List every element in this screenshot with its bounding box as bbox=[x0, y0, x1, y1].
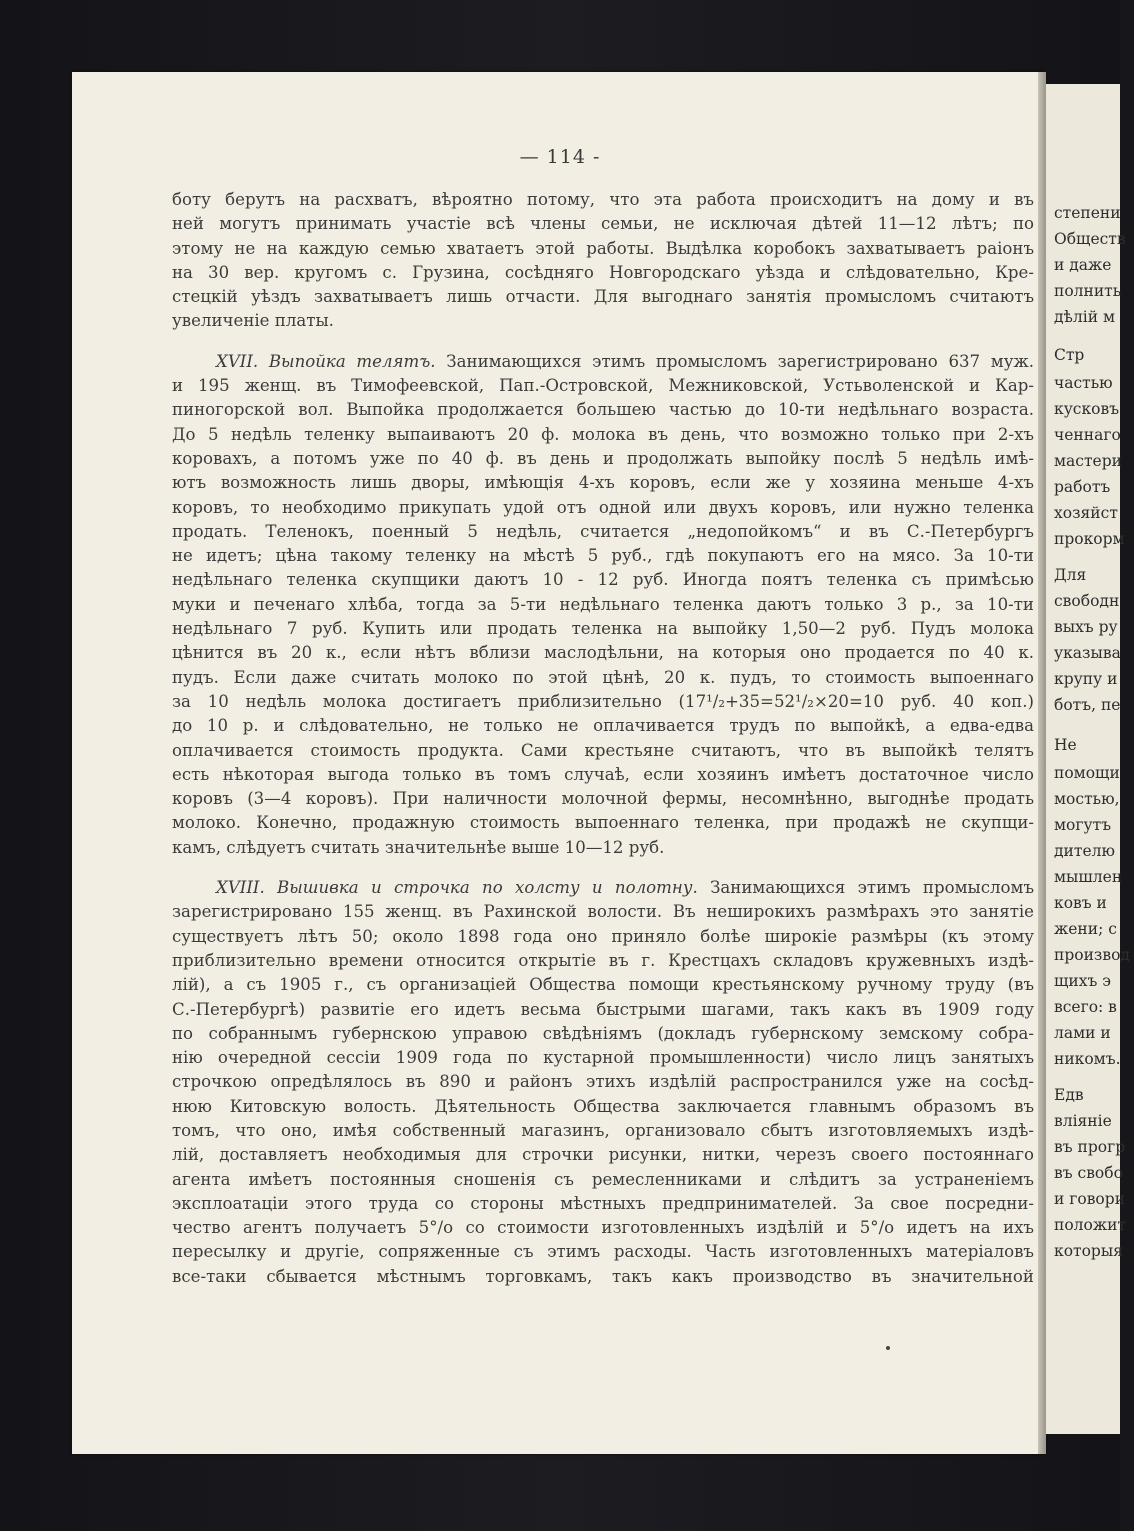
text-line: оплачивается стоимость продукта. Сами крестьяне считаютъ, что въ выпойкѣ телятъ bbox=[172, 740, 1034, 760]
text-line: ютъ возможность лишь дворы, имѣющія 4-хъ коровъ, если же у хозяина меньше 4-хъ bbox=[172, 473, 1034, 493]
page-fold-edge bbox=[1038, 72, 1046, 1454]
facing-page-line: свободн bbox=[1054, 592, 1120, 610]
facing-page-line: Для bbox=[1054, 566, 1087, 584]
text-line: на 30 вер. кругомъ с. Грузина, сосѣдняго Новгородскаго уѣзда и слѣдовательно, Кре- bbox=[172, 262, 1034, 282]
facing-page bbox=[1046, 84, 1130, 1434]
facing-page-line: работъ bbox=[1054, 478, 1111, 496]
text-line: существуетъ лѣтъ 50; около 1898 года оно приняло болѣе широкіе размѣры (къ этому bbox=[172, 926, 1034, 946]
facing-page-line: дителю bbox=[1054, 842, 1115, 860]
facing-page-line: и говори bbox=[1054, 1190, 1126, 1208]
text-line: лій), а съ 1905 г., съ организаціей Общества помощи крестьянскому ручному труду (въ bbox=[172, 975, 1034, 995]
text-line: строчкою опредѣлялось въ 890 и районъ этихъ издѣлій распространился уже на сосѣд- bbox=[172, 1072, 1034, 1092]
facing-page-line: положит bbox=[1054, 1216, 1127, 1234]
text-line: недѣльнаго 7 руб. Купить или продать теленка на выпойку 1,50—2 руб. Пудъ молока bbox=[172, 619, 1034, 639]
facing-page-line: частью bbox=[1054, 374, 1113, 392]
facing-page-line: щихъ э bbox=[1054, 972, 1111, 990]
facing-page-line: полнить bbox=[1054, 282, 1122, 300]
facing-page-line: мышлен bbox=[1054, 868, 1123, 886]
text-line: Занимающихся этимъ промысломъ bbox=[710, 878, 1034, 898]
paragraph-box-making bbox=[172, 188, 1034, 334]
text-line: цѣнится въ 20 к., если нѣтъ вблизи маслодѣльни, на которыя оно продается по 40 к. bbox=[172, 643, 1034, 663]
facing-page-line: дѣлій м bbox=[1054, 308, 1116, 326]
facing-page-line: ченнаго bbox=[1054, 426, 1121, 444]
text-line: коровъ, то необходимо прикупать удой отъ одной или двухъ коровъ, или нужно теленка bbox=[172, 497, 1034, 517]
text-line: продать. Теленокъ, поенный 5 недѣль, считается „недопойкомъ“ и въ С.-Петербургъ bbox=[172, 521, 1034, 541]
section-embroidery bbox=[172, 876, 1034, 1289]
facing-page-line: ковъ и bbox=[1054, 894, 1107, 912]
text-line: чество агентъ получаетъ 5°/о со стоимости изготовленныхъ издѣлій и 5°/о идетъ на ихъ bbox=[172, 1218, 1034, 1238]
facing-page-line: указыва bbox=[1054, 644, 1121, 662]
text-line: за 10 недѣль молока достигаетъ приблизительно (17¹/₂+35=52¹/₂×20=10 руб. 40 коп.) bbox=[172, 691, 1034, 711]
text-line: увеличеніе платы. bbox=[172, 311, 334, 331]
text-line: зарегистрировано 155 женщ. въ Рахинской волости. Въ неширокихъ размѣрахъ это занятіе bbox=[172, 902, 1034, 922]
facing-page-line: всего: в bbox=[1054, 998, 1117, 1016]
page-body bbox=[172, 188, 1034, 1289]
text-line: пиногорской вол. Выпойка продолжается большею частью до 10-ти недѣльнаго возраста. bbox=[172, 400, 1034, 420]
facing-page-line: въ прогр bbox=[1054, 1138, 1126, 1156]
facing-page-line: степени bbox=[1054, 204, 1121, 222]
facing-page-line: кусковъ bbox=[1054, 400, 1120, 418]
section-heading: XVII. Выпойка телятъ. bbox=[216, 351, 436, 371]
text-line: и 195 женщ. въ Тимофеевской, Пап.-Островской, Межниковской, Устьволенской и Кар- bbox=[172, 376, 1034, 396]
text-line: молоко. Конечно, продажную стоимость выпоеннаго теленка, при продажѣ не скупщи- bbox=[172, 813, 1034, 833]
facing-page-line: прокорм bbox=[1054, 530, 1125, 548]
facing-page-line: Обществ bbox=[1054, 230, 1126, 248]
facing-page-line: хозяйст bbox=[1054, 504, 1118, 522]
facing-page-line: лами и bbox=[1054, 1024, 1111, 1042]
text-line: этому не на каждую семью хватаетъ этой работы. Выдѣлка коробокъ захватываетъ раіонъ bbox=[172, 238, 1034, 258]
facing-page-line: Едв bbox=[1054, 1086, 1084, 1104]
text-line: нюю Китовскую волость. Дѣятельность Общества заключается главнымъ образомъ въ bbox=[172, 1096, 1034, 1116]
facing-page-line: мостью, bbox=[1054, 790, 1120, 808]
text-line: пудъ. Если даже считать молоко по этой цѣнѣ, 20 к. пудъ, то стоимость выпоеннаго bbox=[172, 667, 1034, 687]
section-first-line bbox=[172, 876, 1034, 900]
text-line: коровахъ, а потомъ уже по 40 ф. въ день и продолжать выпойку послѣ 5 недѣль имѣ- bbox=[172, 448, 1034, 468]
facing-page-line: выхъ ру bbox=[1054, 618, 1118, 636]
text-line: томъ, что оно, имѣя собственный магазинъ, организовало сбытъ изготовляемыхъ издѣ- bbox=[172, 1120, 1034, 1140]
facing-page-line: Не bbox=[1054, 736, 1077, 754]
facing-page-line: помощи bbox=[1054, 764, 1120, 782]
text-line: коровъ (3—4 коровъ). При наличности молочной фермы, несомнѣнно, выгоднѣе продать bbox=[172, 789, 1034, 809]
text-line: пересылку и другіе, сопряженные съ этимъ расходы. Часть изготовленныхъ матеріаловъ bbox=[172, 1242, 1034, 1262]
text-line: до 10 р. и слѣдовательно, не только не оплачивается трудъ по выпойкѣ, а едва-едва bbox=[172, 716, 1034, 736]
text-line: агента имѣетъ постоянныя сношенія съ ремесленниками и слѣдитъ за устраненіемъ bbox=[172, 1169, 1034, 1189]
text-line: камъ, слѣдуетъ считать значительнѣе выше 10—12 руб. bbox=[172, 837, 665, 857]
text-line: есть нѣкоторая выгода только въ томъ случаѣ, если хозяинъ имѣетъ достаточное число bbox=[172, 764, 1034, 784]
text-line: недѣльнаго теленка скупщики даютъ 10 - 12 руб. Иногда поятъ теленка съ примѣсью bbox=[172, 570, 1034, 590]
facing-page-line: которыя bbox=[1054, 1242, 1123, 1260]
section-first-line bbox=[172, 350, 1034, 374]
text-line: приблизительно времени относится открытіе въ г. Крестцахъ складовъ кружевныхъ издѣ- bbox=[172, 950, 1034, 970]
section-heading: XVIII. Вышивка и строчка по холсту и полотну. bbox=[216, 878, 698, 898]
facing-page-line: и даже bbox=[1054, 256, 1112, 274]
text-line: все-таки сбывается мѣстнымъ торговкамъ, такъ какъ производство въ значительной bbox=[172, 1266, 1034, 1286]
facing-page-line: Стр bbox=[1054, 346, 1085, 364]
text-line: Занимающихся этимъ промысломъ зарегистрировано 637 муж. bbox=[446, 351, 1035, 371]
text-line: муки и печенаго хлѣба, тогда за 5-ти недѣльнаго теленка даютъ только 3 р., за 10-ти bbox=[172, 594, 1034, 614]
facing-page-line: ботъ, пе bbox=[1054, 696, 1121, 714]
text-line: по собраннымъ губернскою управою свѣдѣніямъ (докладъ губернскому земскому собра- bbox=[172, 1023, 1034, 1043]
text-line: боту берутъ на расхватъ, вѣроятно потому, что эта работа происходитъ на дому и въ bbox=[172, 190, 1034, 209]
text-line: С.-Петербургѣ) развитіе его идетъ весьма быстрыми шагами, такъ какъ въ 1909 году bbox=[172, 999, 1034, 1019]
text-line: эксплоатаціи этого труда со стороны мѣстныхъ предпринимателей. За свое посредни- bbox=[172, 1193, 1034, 1213]
page-number: — 114 - bbox=[519, 146, 601, 168]
facing-page-line: вліяніе bbox=[1054, 1112, 1112, 1130]
facing-page-line: жени; с bbox=[1054, 920, 1117, 938]
facing-page-line: никомъ. bbox=[1054, 1050, 1121, 1068]
text-line: нію очередной сессіи 1909 года по кустарной промышленности) число лицъ занятыхъ bbox=[172, 1048, 1034, 1068]
facing-page-line: мастери bbox=[1054, 452, 1122, 470]
text-line: лій, доставляетъ необходимыя для строчки рисунки, нитки, черезъ своего постояннаго bbox=[172, 1145, 1034, 1165]
ink-speck bbox=[886, 1346, 890, 1350]
facing-page-line: крупу и bbox=[1054, 670, 1118, 688]
text-line: не идетъ; цѣна такому теленку на мѣстѣ 5 руб., гдѣ покупаютъ его на мясо. За 10-ти bbox=[172, 546, 1034, 566]
facing-page-line: въ свобо bbox=[1054, 1164, 1123, 1182]
facing-page-line: могутъ bbox=[1054, 816, 1112, 834]
text-line: До 5 недѣль теленку выпаиваютъ 20 ф. молока въ день, что возможно только при 2-хъ bbox=[172, 424, 1034, 444]
facing-page-line: производ bbox=[1054, 946, 1130, 964]
text-line: ней могутъ принимать участіе всѣ члены семьи, не исключая дѣтей 11—12 лѣтъ; по bbox=[172, 214, 1034, 234]
section-calf-feeding bbox=[172, 350, 1034, 860]
text-line: стецкій уѣздъ захватываетъ лишь отчасти. Для выгоднаго занятія промысломъ считаютъ bbox=[172, 287, 1034, 307]
